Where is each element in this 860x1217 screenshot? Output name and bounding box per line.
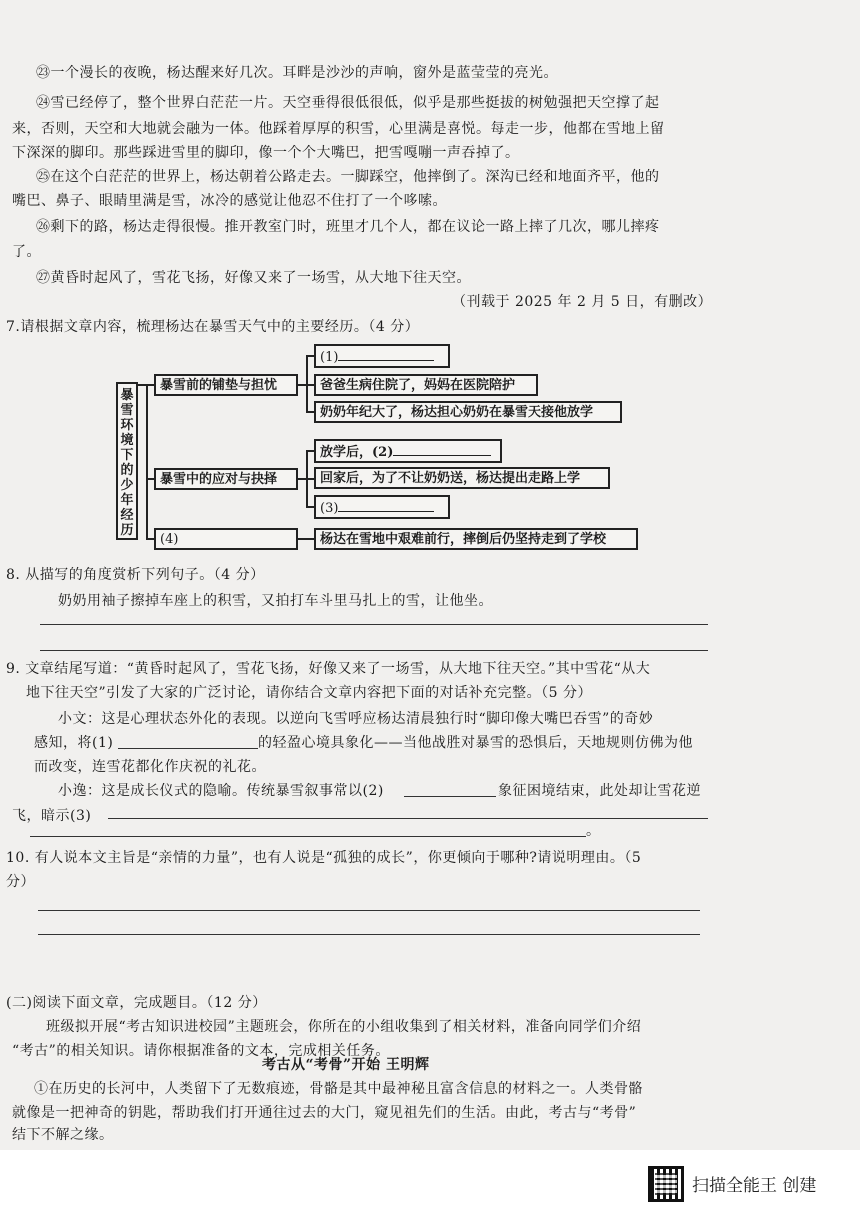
article-paragraph-1-line-2: 就像是一把神奇的钥匙，帮助我们打开通往过去的大门，窥见祖先们的生活。由此，考古与“考骨” [12, 1105, 637, 1121]
question-9-xiaowen-line-1: 小文：这是心理状态外化的表现。以逆向飞雪呼应杨达清晨独行时“脚印像大嘴巴吞雪”的奇妙 [58, 711, 654, 727]
diagram-branch-1-blank-1[interactable]: (1) [314, 344, 450, 368]
diagram-branch-2: 暴雪中的应对与抉择 [154, 468, 298, 490]
diagram-branch-1-item-2: 爸爸生病住院了，妈妈在医院陪护 [314, 374, 538, 396]
diagram-branch-2-item-2: 回家后，为了不让奶奶送，杨达提出走路上学 [314, 467, 610, 489]
diagram-branch-1-item-3: 奶奶年纪大了，杨达担心奶奶在暴雪天接他放学 [314, 401, 622, 423]
scanner-brand-text: 扫描全能王 创建 [692, 1176, 817, 1196]
article-title: 考古从“考骨”开始 王明辉 [262, 1057, 430, 1073]
diagram-branch-2-blank-2[interactable]: 放学后，(2) [314, 439, 502, 463]
paragraph-24-line-1: ㉔雪已经停了，整个世界白茫茫一片。天空垂得很低很低，似乎是那些挺拔的树勉强把天空撑了起 [36, 95, 660, 111]
paragraph-24-line-2: 来，否则，天空和大地就会融为一体。他踩着厚厚的积雪，心里满是喜悦。每走一步，他都在雪地上留 [12, 121, 665, 137]
question-9-end-mark: 。 [586, 823, 601, 839]
question-10-answer-line-1[interactable] [38, 910, 700, 911]
question-9-blank-1[interactable] [118, 748, 258, 749]
question-9-xiaoyi-line-1b: 象征困境结束，此处却让雪花逆 [498, 783, 701, 799]
question-9-blank-2[interactable] [404, 796, 496, 797]
question-8-stem: 8. 从描写的角度赏析下列句子。（4 分） [6, 567, 265, 583]
question-9-xiaoyi-line-1a: 小逸：这是成长仪式的隐喻。传统暴雪叙事常以(2) [58, 783, 384, 799]
part-2-heading: (二)阅读下面文章，完成题目。（12 分） [6, 995, 267, 1011]
article-paragraph-1-line-1: ①在历史的长河中，人类留下了无数痕迹，骨骼是其中最神秘且富含信息的材料之一。人类骨骼 [34, 1081, 643, 1097]
article-paragraph-1-line-3: 结下不解之缘。 [12, 1127, 114, 1143]
paragraph-23: ㉓一个漫长的夜晚，杨达醒来好几次。耳畔是沙沙的声响，窗外是蓝莹莹的亮光。 [36, 65, 558, 81]
qr-code-icon [648, 1166, 684, 1202]
question-9-xiaowen-line-3: 而改变，连雪花都化作庆祝的礼花。 [34, 759, 266, 775]
question-9-stem-line-1: 9. 文章结尾写道：“黄昏时起风了，雪花飞扬，好像又来了一场雪，从大地下往天空。”其中雪花“从大 [6, 661, 651, 677]
part-2-intro-line-1: 班级拟开展“考古知识进校园”主题班会，你所在的小组收集到了相关材料，准备向同学们介绍 [46, 1019, 642, 1035]
question-9-xiaowen-line-2a: 感知，将(1) [34, 735, 114, 751]
diagram-root-box: 暴雪环境下的少年经历 [116, 382, 138, 540]
question-10-answer-line-2[interactable] [38, 934, 700, 935]
paragraph-26-line-1: ㉖剩下的路，杨达走得很慢。推开教室门时，班里才几个人，都在议论一路上摔了几次，哪儿摔疼 [36, 219, 660, 235]
source-note: （刊载于 2025 年 2 月 5 日，有删改） [452, 294, 713, 310]
paragraph-24-line-3: 下深深的脚印。那些踩进雪里的脚印，像一个个大嘴巴，把雪嘎嘣一声吞掉了。 [12, 145, 520, 161]
diagram-branch-3-blank-4[interactable]: (4) [154, 528, 298, 550]
paragraph-25-line-1: ㉕在这个白茫茫的世界上，杨达朝着公路走去。一脚踩空，他摔倒了。深沟已经和地面齐平，他的 [36, 169, 660, 185]
diagram-branch-3-item: 杨达在雪地中艰难前行，摔倒后仍坚持走到了学校 [314, 528, 638, 550]
question-9-xiaowen-line-2b: 的轻盈心境具象化——当他战胜对暴雪的恐惧后，天地规则仿佛为他 [258, 735, 693, 751]
question-7-stem: 7.请根据文章内容，梳理杨达在暴雪天气中的主要经历。（4 分） [6, 319, 420, 335]
paragraph-27: ㉗黄昏时起风了，雪花飞扬，好像又来了一场雪，从大地下往天空。 [36, 270, 471, 286]
question-8-sentence: 奶奶用袖子擦掉车座上的积雪，又拍打车斗里马扎上的雪，让他坐。 [58, 593, 493, 609]
part-2-intro-line-2: “考古”的相关知识。请你根据准备的文本，完成相关任务。 [12, 1043, 390, 1059]
question-9-blank-3-line-2[interactable] [30, 836, 586, 837]
question-10-stem-line-2: 分） [6, 874, 35, 890]
question-9-blank-3-line-1[interactable] [108, 818, 708, 819]
question-9-stem-line-2: 地下往天空”引发了大家的广泛讨论，请你结合文章内容把下面的对话补充完整。（5 分） [26, 685, 593, 701]
question-8-answer-line-1[interactable] [40, 624, 708, 625]
question-9-xiaoyi-line-2: 飞，暗示(3) [12, 808, 92, 824]
diagram-branch-2-blank-3[interactable]: (3) [314, 495, 450, 519]
paragraph-25-line-2: 嘴巴、鼻子、眼睛里满是雪，冰冷的感觉让他忍不住打了一个哆嗦。 [12, 193, 447, 209]
question-10-stem-line-1: 10. 有人说本文主旨是“亲情的力量”，也有人说是“孤独的成长”，你更倾向于哪种?请说明理由。（5 [6, 850, 642, 866]
diagram-branch-1: 暴雪前的铺垫与担忧 [154, 374, 298, 396]
question-8-answer-line-2[interactable] [40, 650, 708, 651]
paragraph-26-line-2: 了。 [12, 244, 41, 260]
